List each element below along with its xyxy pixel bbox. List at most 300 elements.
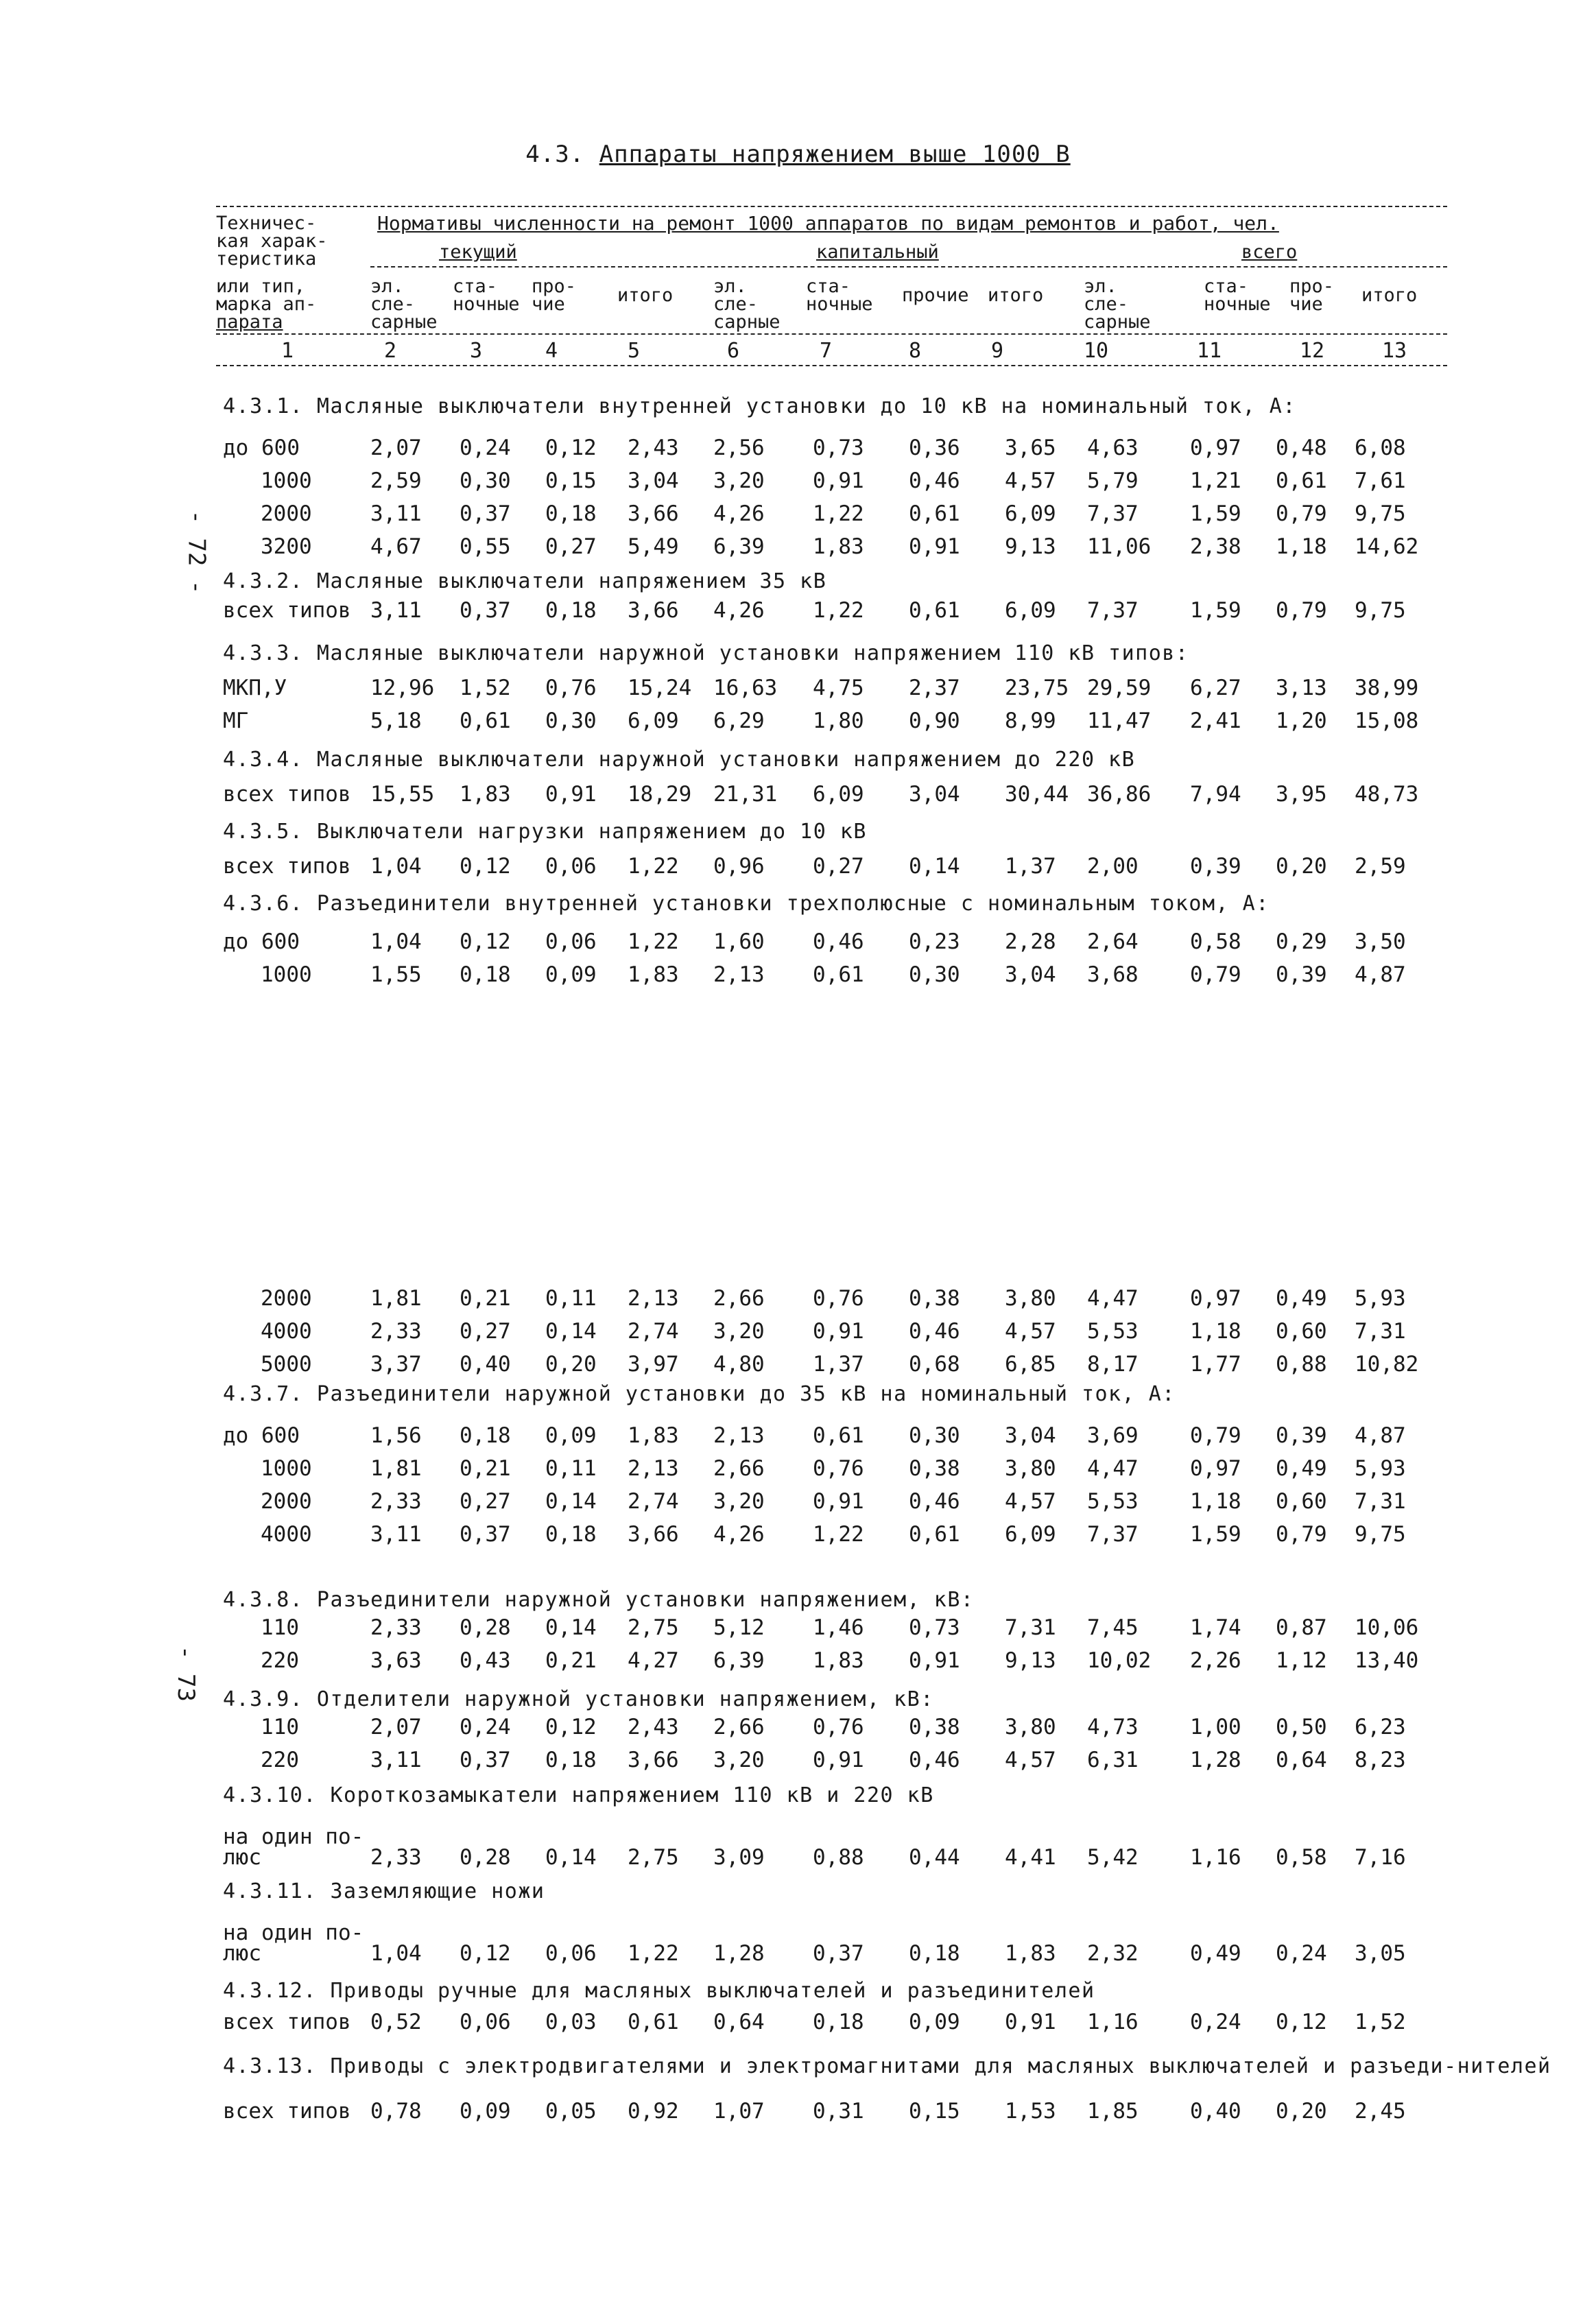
section-title: 4.3.8. Разъединители наружной установки напряжением, кВ: <box>223 1588 975 1612</box>
table-cell: 0,88 <box>813 1845 864 1870</box>
table-cell: 4,87 <box>1355 1423 1406 1448</box>
table-cell: 0,61 <box>909 598 960 623</box>
table-cell: 5,42 <box>1087 1845 1139 1870</box>
table-cell: 3,50 <box>1355 929 1406 954</box>
table-cell: 0,78 <box>370 2099 422 2124</box>
table-cell: 2,75 <box>628 1845 679 1870</box>
table-cell: 0,38 <box>909 1456 960 1481</box>
table-cell: 3,66 <box>628 1522 679 1547</box>
table-cell: 4,47 <box>1087 1456 1139 1481</box>
h-st-t2: ночные <box>1204 294 1271 315</box>
table-cell: 5,49 <box>628 534 679 559</box>
table-cell: 0,21 <box>545 1648 597 1673</box>
table-cell: 0,79 <box>1276 598 1327 623</box>
h-st-2: ночные <box>453 294 520 315</box>
table-cell: 6,09 <box>1005 1522 1056 1547</box>
column-number: 4 <box>545 339 558 363</box>
table-cell: 2,56 <box>713 436 765 460</box>
section-title: 4.3.11. Заземляющие ножи <box>223 1879 545 1903</box>
table-cell: 0,46 <box>909 468 960 493</box>
table-cell: 2,00 <box>1087 854 1139 879</box>
table-cell: 15,55 <box>370 782 435 807</box>
table-cell: 0,28 <box>460 1615 511 1640</box>
table-cell: 0,18 <box>545 1748 597 1772</box>
table-cell: 0,37 <box>460 598 511 623</box>
table-cell: 11,47 <box>1087 709 1152 733</box>
table-cell: 10,82 <box>1355 1352 1419 1377</box>
table-cell: 1,37 <box>813 1352 864 1377</box>
table-cell: 1,04 <box>370 854 422 879</box>
table-cell: 0,24 <box>460 436 511 460</box>
header-group-current: текущий <box>439 241 517 263</box>
table-cell: 3,20 <box>713 1748 765 1772</box>
table-cell: 9,75 <box>1355 501 1406 526</box>
table-cell: 1,16 <box>1087 2010 1139 2034</box>
row-label: 3200 <box>261 534 312 559</box>
table-cell: 2,43 <box>628 436 679 460</box>
table-cell: 23,75 <box>1005 676 1069 700</box>
table-cell: 0,79 <box>1190 962 1241 987</box>
table-cell: 0,09 <box>460 2099 511 2124</box>
row-label: 1000 <box>261 962 312 987</box>
table-cell: 0,90 <box>909 709 960 733</box>
table-cell: 1,22 <box>628 929 679 954</box>
table-cell: 4,57 <box>1005 468 1056 493</box>
table-cell: 0,91 <box>813 1489 864 1514</box>
table-cell: 5,93 <box>1355 1456 1406 1481</box>
table-cell: 11,06 <box>1087 534 1152 559</box>
table-cell: 0,64 <box>713 2010 765 2034</box>
table-cell: 1,81 <box>370 1286 422 1311</box>
table-cell: 4,67 <box>370 534 422 559</box>
table-cell: 9,13 <box>1005 1648 1056 1673</box>
table-cell: 3,20 <box>713 1489 765 1514</box>
header-rule-sub <box>216 333 1447 335</box>
table-cell: 0,46 <box>909 1319 960 1344</box>
table-cell: 2,33 <box>370 1319 422 1344</box>
h-pr-2: чие <box>532 294 565 315</box>
table-cell: 0,50 <box>1276 1715 1327 1739</box>
table-cell: 15,24 <box>628 676 692 700</box>
h-total-2: итого <box>988 285 1044 306</box>
table-cell: 2,07 <box>370 1715 422 1739</box>
h-el-2: сле- <box>370 294 416 315</box>
table-cell: 0,30 <box>460 468 511 493</box>
column-number: 10 <box>1084 339 1109 363</box>
table-cell: 0,52 <box>370 2010 422 2034</box>
title-text: Аппараты напряжением выше 1000 В <box>599 141 1071 168</box>
table-cell: 0,37 <box>460 1522 511 1547</box>
table-cell: 0,79 <box>1190 1423 1241 1448</box>
table-cell: 0,49 <box>1276 1456 1327 1481</box>
row-label: на один по- <box>223 1921 364 1945</box>
h-pr-t1: про- <box>1289 276 1335 297</box>
table-cell: 0,46 <box>909 1748 960 1772</box>
table-cell: 0,76 <box>545 676 597 700</box>
table-cell: 4,80 <box>713 1352 765 1377</box>
table-cell: 0,92 <box>628 2099 679 2124</box>
row-label: до 600 <box>223 929 300 954</box>
table-cell: 0,91 <box>909 1648 960 1673</box>
table-cell: 0,39 <box>1190 854 1241 879</box>
table-cell: 2,66 <box>713 1715 765 1739</box>
table-cell: 0,06 <box>545 1941 597 1966</box>
table-cell: 1,18 <box>1190 1489 1241 1514</box>
h-pr-t2: чие <box>1289 294 1323 315</box>
table-cell: 2,07 <box>370 436 422 460</box>
table-cell: 1,74 <box>1190 1615 1241 1640</box>
table-cell: 6,39 <box>713 534 765 559</box>
h-el-t3: сарные <box>1084 311 1151 333</box>
table-cell: 2,33 <box>370 1845 422 1870</box>
row-label: люс <box>223 1941 261 1966</box>
page-number-72: - 72 - <box>182 510 211 595</box>
table-cell: 14,62 <box>1355 534 1419 559</box>
row-label: 220 <box>261 1648 299 1673</box>
h-total-1: итого <box>617 285 674 306</box>
table-cell: 0,36 <box>909 436 960 460</box>
table-cell: 0,46 <box>909 1489 960 1514</box>
table-cell: 1,85 <box>1087 2099 1139 2124</box>
row-label: 4000 <box>261 1319 312 1344</box>
table-cell: 1,07 <box>713 2099 765 2124</box>
table-cell: 1,22 <box>813 1522 864 1547</box>
table-cell: 15,08 <box>1355 709 1419 733</box>
h-el-t2: сле- <box>1084 294 1129 315</box>
table-cell: 0,12 <box>545 1715 597 1739</box>
table-cell: 0,11 <box>545 1286 597 1311</box>
table-cell: 3,20 <box>713 1319 765 1344</box>
h-st-1: ста- <box>453 276 498 297</box>
column-number: 6 <box>727 339 740 363</box>
column-number: 9 <box>991 339 1004 363</box>
table-cell: 1,22 <box>628 854 679 879</box>
header-rule-bottom <box>216 365 1447 366</box>
table-cell: 1,18 <box>1276 534 1327 559</box>
table-cell: 0,44 <box>909 1845 960 1870</box>
table-cell: 2,66 <box>713 1456 765 1481</box>
table-cell: 2,13 <box>628 1456 679 1481</box>
table-cell: 5,12 <box>713 1615 765 1640</box>
table-cell: 4,73 <box>1087 1715 1139 1739</box>
table-cell: 1,04 <box>370 1941 422 1966</box>
table-cell: 0,91 <box>1005 2010 1056 2034</box>
table-cell: 1,46 <box>813 1615 864 1640</box>
table-cell: 1,83 <box>813 1648 864 1673</box>
table-cell: 1,12 <box>1276 1648 1327 1673</box>
h-el-1: эл. <box>370 276 404 297</box>
column-number: 1 <box>281 339 294 363</box>
table-cell: 4,41 <box>1005 1845 1056 1870</box>
table-cell: 1,81 <box>370 1456 422 1481</box>
table-cell: 0,21 <box>460 1286 511 1311</box>
table-cell: 8,99 <box>1005 709 1056 733</box>
table-cell: 6,09 <box>1005 598 1056 623</box>
column-number: 7 <box>820 339 833 363</box>
table-cell: 8,23 <box>1355 1748 1406 1772</box>
table-cell: 3,63 <box>370 1648 422 1673</box>
table-cell: 1,77 <box>1190 1352 1241 1377</box>
table-cell: 48,73 <box>1355 782 1419 807</box>
table-cell: 2,45 <box>1355 2099 1406 2124</box>
page-number-73: - 73 <box>171 1645 200 1702</box>
table-cell: 3,11 <box>370 1748 422 1772</box>
table-cell: 0,18 <box>545 501 597 526</box>
table-cell: 5,93 <box>1355 1286 1406 1311</box>
row-label: 1000 <box>261 1456 312 1481</box>
section-title: 4.3.1. Масляные выключатели внутренней установки до 10 кВ на номинальный ток, А: <box>223 394 1296 418</box>
row-label: 2000 <box>261 1489 312 1514</box>
table-cell: 3,66 <box>628 1748 679 1772</box>
table-cell: 2,28 <box>1005 929 1056 954</box>
table-cell: 0,20 <box>545 1352 597 1377</box>
table-cell: 0,18 <box>545 1522 597 1547</box>
table-cell: 0,61 <box>813 1423 864 1448</box>
table-cell: 3,66 <box>628 501 679 526</box>
table-cell: 0,46 <box>813 929 864 954</box>
table-cell: 0,91 <box>813 1748 864 1772</box>
h-st-c2: ночные <box>806 294 873 315</box>
table-cell: 3,04 <box>909 782 960 807</box>
table-cell: 0,14 <box>545 1845 597 1870</box>
table-cell: 1,83 <box>460 782 511 807</box>
table-cell: 0,20 <box>1276 2099 1327 2124</box>
h-prochie: прочие <box>902 285 969 306</box>
table-cell: 2,26 <box>1190 1648 1241 1673</box>
table-cell: 0,09 <box>909 2010 960 2034</box>
table-cell: 2,59 <box>1355 854 1406 879</box>
table-cell: 4,27 <box>628 1648 679 1673</box>
table-cell: 3,97 <box>628 1352 679 1377</box>
table-cell: 0,05 <box>545 2099 597 2124</box>
table-cell: 1,37 <box>1005 854 1056 879</box>
table-cell: 0,97 <box>1190 1456 1241 1481</box>
section-title: 4.3.6. Разъединители внутренней установки трехполюсные с номинальным током, А: <box>223 892 1270 916</box>
table-cell: 1,28 <box>1190 1748 1241 1772</box>
table-cell: 0,40 <box>460 1352 511 1377</box>
table-cell: 3,04 <box>1005 1423 1056 1448</box>
table-cell: 0,27 <box>545 534 597 559</box>
table-cell: 1,22 <box>813 598 864 623</box>
table-cell: 3,80 <box>1005 1456 1056 1481</box>
table-cell: 6,09 <box>1005 501 1056 526</box>
header-col1-line2: кая харак- <box>216 230 328 252</box>
table-cell: 0,18 <box>460 1423 511 1448</box>
table-cell: 3,04 <box>628 468 679 493</box>
table-cell: 3,13 <box>1276 676 1327 700</box>
table-cell: 36,86 <box>1087 782 1152 807</box>
table-cell: 0,06 <box>460 2010 511 2034</box>
table-cell: 4,57 <box>1005 1489 1056 1514</box>
table-cell: 1,21 <box>1190 468 1241 493</box>
table-cell: 0,97 <box>1190 1286 1241 1311</box>
table-cell: 0,12 <box>1276 2010 1327 2034</box>
column-number: 11 <box>1197 339 1222 363</box>
table-cell: 0,12 <box>545 436 597 460</box>
table-cell: 4,57 <box>1005 1319 1056 1344</box>
table-cell: 5,53 <box>1087 1489 1139 1514</box>
table-cell: 1,52 <box>460 676 511 700</box>
table-cell: 0,61 <box>460 709 511 733</box>
row-label: 110 <box>261 1715 299 1739</box>
table-cell: 0,60 <box>1276 1319 1327 1344</box>
table-cell: 10,06 <box>1355 1615 1419 1640</box>
table-cell: 0,58 <box>1276 1845 1327 1870</box>
table-cell: 1,55 <box>370 962 422 987</box>
table-cell: 6,27 <box>1190 676 1241 700</box>
page-title <box>0 141 1596 168</box>
table-cell: 7,37 <box>1087 598 1139 623</box>
header-col1-line3: теристика <box>216 248 317 270</box>
table-cell: 0,18 <box>909 1941 960 1966</box>
table-cell: 6,31 <box>1087 1748 1139 1772</box>
table-cell: 0,76 <box>813 1715 864 1739</box>
table-cell: 0,61 <box>909 1522 960 1547</box>
table-cell: 1,28 <box>713 1941 765 1966</box>
table-cell: 4,26 <box>713 598 765 623</box>
table-cell: 2,41 <box>1190 709 1241 733</box>
header-col1-line5: марка ап- <box>216 294 317 315</box>
table-cell: 7,37 <box>1087 501 1139 526</box>
header-col1-line4: или тип, <box>216 276 306 297</box>
table-cell: 2,74 <box>628 1319 679 1344</box>
table-cell: 0,18 <box>813 2010 864 2034</box>
table-cell: 2,33 <box>370 1615 422 1640</box>
table-cell: 0,24 <box>460 1715 511 1739</box>
table-cell: 0,61 <box>813 962 864 987</box>
h-pr-1: про- <box>532 276 577 297</box>
table-cell: 0,28 <box>460 1845 511 1870</box>
table-cell: 0,61 <box>909 501 960 526</box>
table-cell: 0,14 <box>545 1615 597 1640</box>
row-label: всех типов <box>223 782 351 807</box>
table-cell: 0,37 <box>813 1941 864 1966</box>
row-label: 5000 <box>261 1352 312 1377</box>
table-cell: 0,58 <box>1190 929 1241 954</box>
table-cell: 5,53 <box>1087 1319 1139 1344</box>
table-cell: 1,59 <box>1190 1522 1241 1547</box>
table-cell: 4,87 <box>1355 962 1406 987</box>
table-cell: 0,12 <box>460 929 511 954</box>
table-cell: 0,14 <box>545 1319 597 1344</box>
table-cell: 0,61 <box>628 2010 679 2034</box>
table-cell: 7,61 <box>1355 468 1406 493</box>
section-title: 4.3.10. Короткозамыкатели напряжением 110 кВ и 220 кВ <box>223 1783 934 1807</box>
table-cell: 1,00 <box>1190 1715 1241 1739</box>
table-cell: 0,11 <box>545 1456 597 1481</box>
table-cell: 1,60 <box>713 929 765 954</box>
table-cell: 0,20 <box>1276 854 1327 879</box>
table-cell: 0,40 <box>1190 2099 1241 2124</box>
header-norm-line: Нормативы численности на ремонт 1000 аппаратов по видам ремонтов и работ, чел. <box>377 212 1279 235</box>
h-el-t1: эл. <box>1084 276 1117 297</box>
table-cell: 3,04 <box>1005 962 1056 987</box>
table-cell: 1,18 <box>1190 1319 1241 1344</box>
table-cell: 0,87 <box>1276 1615 1327 1640</box>
table-cell: 4,57 <box>1005 1748 1056 1772</box>
table-cell: 0,38 <box>909 1715 960 1739</box>
table-cell: 13,40 <box>1355 1648 1419 1673</box>
table-cell: 0,91 <box>813 1319 864 1344</box>
table-cell: 0,14 <box>545 1489 597 1514</box>
table-cell: 4,75 <box>813 676 864 700</box>
section-title: 4.3.5. Выключатели нагрузки напряжением до 10 кВ <box>223 820 867 844</box>
table-cell: 30,44 <box>1005 782 1069 807</box>
table-cell: 2,13 <box>713 962 765 987</box>
table-cell: 0,91 <box>813 468 864 493</box>
table-cell: 0,49 <box>1190 1941 1241 1966</box>
table-cell: 0,43 <box>460 1648 511 1673</box>
table-cell: 0,03 <box>545 2010 597 2034</box>
table-cell: 6,29 <box>713 709 765 733</box>
row-label: всех типов <box>223 2010 351 2034</box>
section-title: 4.3.7. Разъединители наружной установки до 35 кВ на номинальный ток, А: <box>223 1382 1176 1406</box>
table-cell: 0,09 <box>545 1423 597 1448</box>
table-cell: 1,22 <box>628 1941 679 1966</box>
table-cell: 9,13 <box>1005 534 1056 559</box>
table-cell: 0,24 <box>1276 1941 1327 1966</box>
table-cell: 3,05 <box>1355 1941 1406 1966</box>
table-cell: 2,43 <box>628 1715 679 1739</box>
header-col1-line1: Техничес- <box>216 213 317 234</box>
table-cell: 0,38 <box>909 1286 960 1311</box>
table-cell: 4,47 <box>1087 1286 1139 1311</box>
table-cell: 0,76 <box>813 1456 864 1481</box>
table-cell: 16,63 <box>713 676 778 700</box>
table-cell: 3,68 <box>1087 962 1139 987</box>
table-cell: 0,12 <box>460 1941 511 1966</box>
table-cell: 2,33 <box>370 1489 422 1514</box>
table-cell: 0,27 <box>460 1319 511 1344</box>
table-cell: 6,09 <box>628 709 679 733</box>
table-cell: 0,24 <box>1190 2010 1241 2034</box>
table-cell: 0,23 <box>909 929 960 954</box>
row-label: 110 <box>261 1615 299 1640</box>
header-rule-top <box>216 206 1447 207</box>
table-cell: 3,37 <box>370 1352 422 1377</box>
table-cell: 3,11 <box>370 1522 422 1547</box>
row-label: 220 <box>261 1748 299 1772</box>
header-group-capital: капитальный <box>816 241 939 263</box>
table-cell: 0,27 <box>813 854 864 879</box>
table-cell: 4,63 <box>1087 436 1139 460</box>
header-col1-line6: парата <box>216 311 283 333</box>
h-el-c2: сле- <box>713 294 759 315</box>
table-cell: 0,39 <box>1276 962 1327 987</box>
column-number: 8 <box>909 339 922 363</box>
table-cell: 6,85 <box>1005 1352 1056 1377</box>
table-cell: 5,79 <box>1087 468 1139 493</box>
table-cell: 3,11 <box>370 501 422 526</box>
table-cell: 18,29 <box>628 782 692 807</box>
table-cell: 1,20 <box>1276 709 1327 733</box>
table-cell: 0,48 <box>1276 436 1327 460</box>
table-cell: 0,30 <box>909 1423 960 1448</box>
table-cell: 0,15 <box>909 2099 960 2124</box>
table-cell: 0,73 <box>813 436 864 460</box>
section-title: 4.3.9. Отделители наружной установки напряжением, кВ: <box>223 1687 934 1711</box>
h-st-t1: ста- <box>1204 276 1249 297</box>
table-cell: 1,80 <box>813 709 864 733</box>
row-label: всех типов <box>223 854 351 879</box>
table-cell: 3,20 <box>713 468 765 493</box>
section-title: 4.3.13. Приводы с электродвигателями и электромагнитами для масляных выключателей и разъеди-нителей <box>223 2054 1551 2078</box>
table-cell: 0,30 <box>909 962 960 987</box>
table-cell: 1,52 <box>1355 2010 1406 2034</box>
column-number: 3 <box>470 339 483 363</box>
table-cell: 3,09 <box>713 1845 765 1870</box>
column-number: 5 <box>628 339 641 363</box>
